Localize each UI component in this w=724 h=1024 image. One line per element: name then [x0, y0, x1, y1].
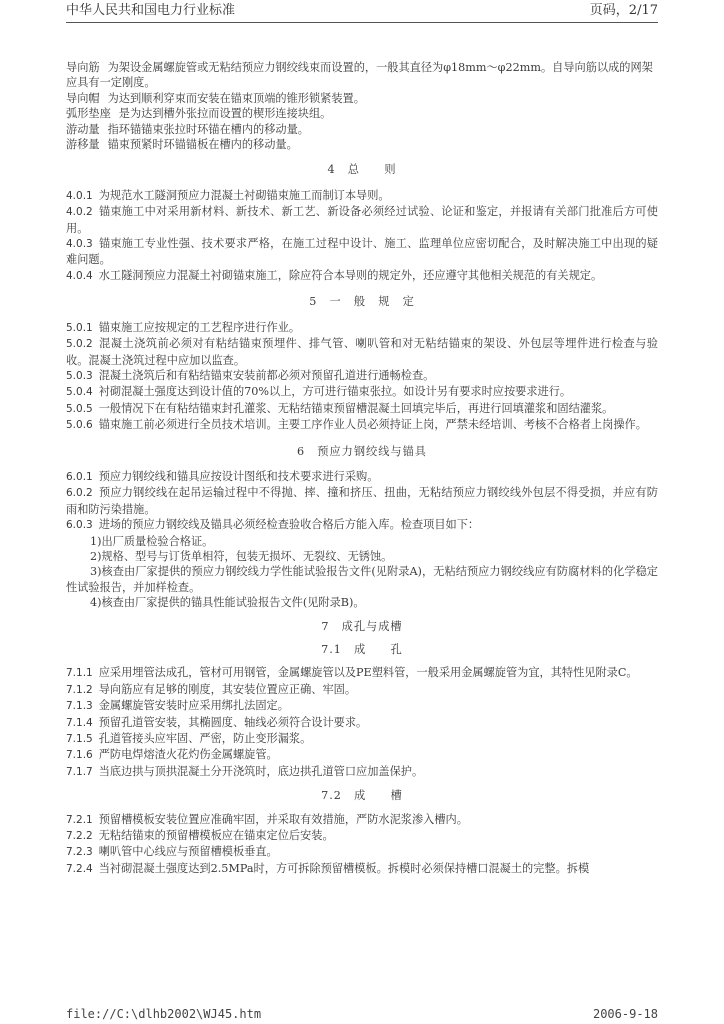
standard-title: 中华人民共和国电力行业标准: [66, 3, 236, 18]
inspection-item: 3)核查由厂家提供的预应力钢绞线力学性能试验报告文件(见附录A)，无粘结预应力钢绞线应有防腐材料的化学稳定性试验报告，并加样检查。: [66, 565, 658, 594]
section-heading-7: 7 成孔与成槽: [321, 619, 403, 633]
subsection-heading-7-1: 7.1 成 孔: [321, 643, 403, 656]
section-heading-6: 6 预应力钢绞线与锚具: [297, 444, 427, 458]
print-date: 2006-9-18: [592, 1007, 658, 1021]
clause-5-0-6: 5.0.6 锚束施工前必须进行全员技术培训。主要工序作业人员必须持证上岗，严禁未经培训、考核不合格者上岗操作。: [66, 418, 647, 432]
clause-5-0-4: 5.0.4 衬砌混凝土强度达到设计值的70%以上，方可进行锚束张拉。如设计另有要求时应按要求进行。: [66, 385, 572, 399]
clause-7-1-1: 7.1.1 应采用埋管法成孔，管材可用钢管，金属螺旋管以及PE塑料管，一般采用金属螺旋管为宜，其特性见附录C。: [66, 666, 638, 680]
terms-list: [66, 60, 658, 152]
clause-6-0-1: 6.0.1 预应力钢绞线和锚具应按设计图纸和技术要求进行采购。: [66, 469, 379, 483]
clause-4-0-1: 4.0.1 为规范水工隧洞预应力混凝土衬砌锚束施工而制订本导则。: [66, 188, 390, 202]
clause-7-2-3: 7.2.3 喇叭管中心线应与预留槽模板垂直。: [66, 845, 278, 859]
clause-5-0-2: 5.0.2 混凝土浇筑前必须对有粘结锚束预埋件、排气管、喇叭管和对无粘结锚束的架设、外包层等埋件进行检查与验收。混凝土浇筑过程中应加以监查。: [66, 337, 658, 367]
clause-7-1-4: 7.1.4 预留孔道管安装，其椭圆度、轴线必须符合设计要求。: [66, 715, 368, 729]
clause-7-1-2: 7.1.2 导向筋应有足够的刚度，其安装位置应正确、牢固。: [66, 682, 357, 696]
page-number: 页码，2/17: [589, 3, 658, 18]
clause-7-1-7: 7.1.7 当底边拱与顶拱混凝土分开浇筑时，底边拱孔道管口应加盖保护。: [66, 764, 424, 778]
page-header: [66, 2, 658, 23]
clause-5-0-3: 5.0.3 混凝土浇筑后和有粘结锚束安装前都必须对预留孔道进行通畅检查。: [66, 368, 435, 382]
term-item: 弧形垫座 是为达到槽外张拉而设置的楔形连接块组。: [66, 107, 332, 121]
inspection-item: 1)出厂质量检验合格证。: [90, 534, 214, 548]
clause-5-0-1: 5.0.1 锚束施工应按规定的工艺程序进行作业。: [66, 320, 301, 334]
clause-7-2-4: 7.2.4 当衬砌混凝土强度达到2.5MPa时，方可拆除预留槽模板。拆模时必须保持槽口混凝土的完整。拆模: [66, 861, 590, 875]
clause-6-0-2: 6.0.2 预应力钢绞线在起吊运输过程中不得抛、摔、撞和挤压、扭曲，无粘结预应力钢绞线外包层不得受损，并应有防雨和防污染措施。: [66, 486, 658, 516]
clause-5-0-5: 5.0.5 一般情况下在有粘结锚束封孔灌浆、无粘结锚束预留槽混凝土回填完毕后，再进行回填灌浆和固结灌浆。: [66, 401, 614, 415]
clause-4-0-3: 4.0.3 锚束施工专业性强、技术要求严格，在施工过程中设计、施工、监理单位应密切配合，及时解决施工中出现的疑难问题。: [66, 237, 658, 267]
file-path: file://C:\dlhb2002\WJ45.htm: [66, 1007, 262, 1021]
clause-7-1-3: 7.1.3 金属螺旋管安装时应采用绑扎法固定。: [66, 699, 289, 713]
term-item: 游动量 指环锚锚束张拉时环锚在槽内的移动量。: [66, 122, 309, 136]
inspection-item: 2)规格、型号与订货单相符，包装无损坏、无裂纹、无锈蚀。: [90, 549, 393, 563]
inspection-item: 4)核查由厂家提供的锚具性能试验报告文件(见附录B)。: [90, 596, 365, 610]
section-heading-4: 4 总 则: [327, 163, 397, 177]
section-heading-5: 5 一 般 规 定: [309, 295, 415, 309]
clause-7-1-6: 7.1.6 严防电焊熔渣火花灼伤金属螺旋管。: [66, 748, 278, 762]
term-item: 导向筋 为架设金属螺旋管或无粘结预应力钢绞线束而设置的，一般其直径为φ18mm～φ22mm。自导向筋以成的网架应具有一定刚度。: [66, 61, 653, 90]
clause-7-2-2: 7.2.2 无粘结锚束的预留槽模板应在锚束定位后安装。: [66, 829, 334, 843]
term-item: 游移量 锚束预紧时环锚锚板在槽内的移动量。: [66, 138, 298, 152]
term-item: 导向帽 为达到顺利穿束而安装在锚束顶端的锥形锁紧装置。: [66, 91, 365, 105]
subsection-heading-7-2: 7.2 成 槽: [321, 789, 403, 803]
clause-7-2-1: 7.2.1 预留槽模板安装位置应准确牢固，并采取有效措施，严防水泥浆渗入槽内。: [66, 812, 468, 826]
clause-4-0-4: 4.0.4 水工隧洞预应力混凝土衬砌锚束施工，除应符合本导则的规定外，还应遵守其他相关规范的有关规定。: [66, 268, 603, 282]
clause-6-0-3: 6.0.3 进场的预应力钢绞线及锚具必须经检查验收合格后方能入库。检查项目如下：: [66, 518, 480, 532]
clause-4-0-2: 4.0.2 锚束施工中对采用新材料、新技术、新工艺、新设备必须经过试验、论证和鉴定，并报请有关部门批准后方可使用。: [66, 205, 658, 235]
clause-7-1-5: 7.1.5 孔道管接头应牢固、严密，防止变形漏浆。: [66, 732, 312, 746]
document-body: [66, 60, 658, 877]
